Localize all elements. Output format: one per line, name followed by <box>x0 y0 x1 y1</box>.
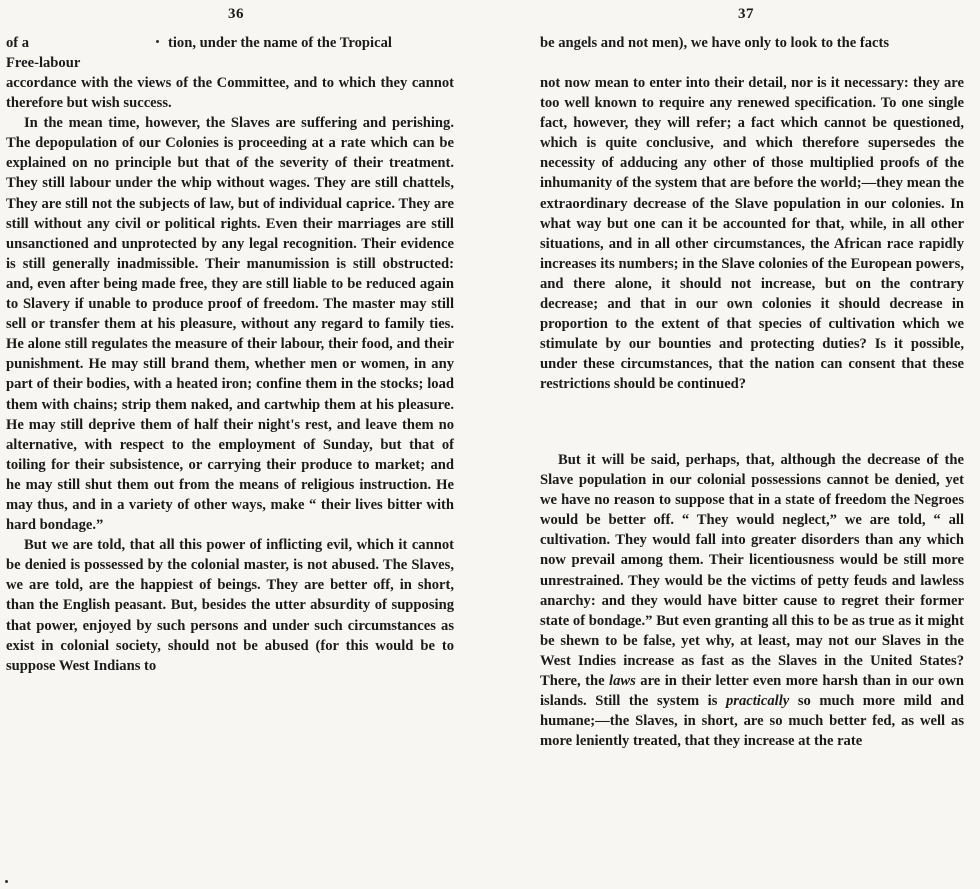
right-page-body-2 <box>540 450 964 751</box>
ink-speck <box>156 40 159 43</box>
right-paragraph-2 <box>540 450 964 751</box>
right-page <box>490 0 980 889</box>
right-paragraph-2-italic-laws: laws <box>609 673 636 690</box>
header-fragment-b: tion, under the name of the Tropical <box>168 35 392 51</box>
right-paragraph-2-italic-practically: practically <box>726 693 790 710</box>
header-fragment-c: Free-labour <box>6 55 81 71</box>
right-paragraph-2-part-2: are in their letter even more harsh than in our own islands. Still the system is <box>540 673 964 710</box>
left-paragraph-3: But we are told, that all this power of inflicting evil, which it cannot be denied is possessed by the colonial master, is not abused. The Slaves, we are told, are the happiest of beings. They are better off, in short, than the English peasant. But, besides the utter absurdity of supposing that power, enjoyed by such persons and under such circumstances as exist in colonial society, should not be abused (for this would be to suppose West Indians to <box>6 537 454 674</box>
right-paragraph-2-part-3: so much more mild and humane;—the Slaves, in short, are so much better fed, as well as more leniently treated, that they increase at the rate <box>540 693 964 750</box>
right-line-1: be angels and not men), we have only to look to the facts <box>540 35 890 51</box>
header-fragment-a: of a <box>6 35 30 51</box>
ink-speck <box>5 880 8 883</box>
left-page-body <box>6 73 454 676</box>
right-page-body-1 <box>540 73 964 395</box>
right-paragraph-1: not now mean to enter into their detail, nor is it necessary: they are too well known to require any renewed specification. To one single fact, however, they will refer; a fact which cannot be questioned, which is quite conclusive, and which therefore supersedes the necessity of adducing any other of those multiplied proofs of the inhumanity of the system that are before the world;—they mean the extraordinary decrease of the Slave population in our colonies. In what way but one can it be accounted for that, while, in all other situations, and in all other circumstances, the African race rapidly increases its numbers; in the Slave colonies of the European powers, and there alone, it should not increase, but on the contrary decrease; and that in our own colonies it should decrease in proportion to the extent of that species of cultivation which we stimulate by our bounties and protecting duties? Is it possible, under these circumstances, that the nation can consent that these restrictions should be continued? <box>540 75 964 393</box>
right-paragraph-2-part-1: But it will be said, perhaps, that, although the decrease of the Slave population in our colonial possessions cannot be denied, yet we have no reason to suppose that in a state of freedom the Negroes would be better off. “ They would neglect,” we are told, “ all cultivation. They would fall into greater disorders than any which now prevail among them. Their licentiousness would be still more unrestrained. They would be the victims of petty feuds and lawless anarchy: and they would have bitter cause to regret their former state of bondage.” But even granting all this to be as true as it might be shewn to be false, yet why, at least, may not our Slaves in the West Indies increase as fast as the Slaves in the United States? There, the <box>540 452 964 690</box>
left-paragraph-2: In the mean time, however, the Slaves are suffering and perishing. The depopulation of our Colonies is proceeding at a rate which can be explained on no principle but that of the severity of their treatment. They still labour under the whip without wages. They are still chattels, They are still not the subjects of law, but of individual caprice. They are still without any civil or political rights. Even their marriages are still unsanctioned and unprotected by any legal recognition. Their evidence is still generally inadmissible. Their manumission is still obstructed: and, even after being made free, they are still liable to be reduced again to Slavery if unable to produce proof of freedom. The master may still sell or transfer them at his pleasure, without any regard to family ties. He alone still regulates the measure of their labour, their food, and their punishment. He may still brand them, whether men or women, in any part of their bodies, with a heated iron; confine them in the stocks; load them with chains; strip them naked, and cartwhip them at his pleasure. He may still deprive them of half their night's rest, and leave them no alternative, with respect to the employment of Sunday, but that of toiling for their subsistence, or carrying their produce to market; and he may still shut them out from the means of religious instruction. He may thus, and in a variety of other ways, make “ their lives bitter with hard bondage.” <box>6 115 454 534</box>
left-page-number: 36 <box>228 6 244 22</box>
right-page-number: 37 <box>738 6 754 22</box>
left-paragraph-1: accordance with the views of the Committee, and to which they cannot therefore but wish success. <box>6 75 454 112</box>
